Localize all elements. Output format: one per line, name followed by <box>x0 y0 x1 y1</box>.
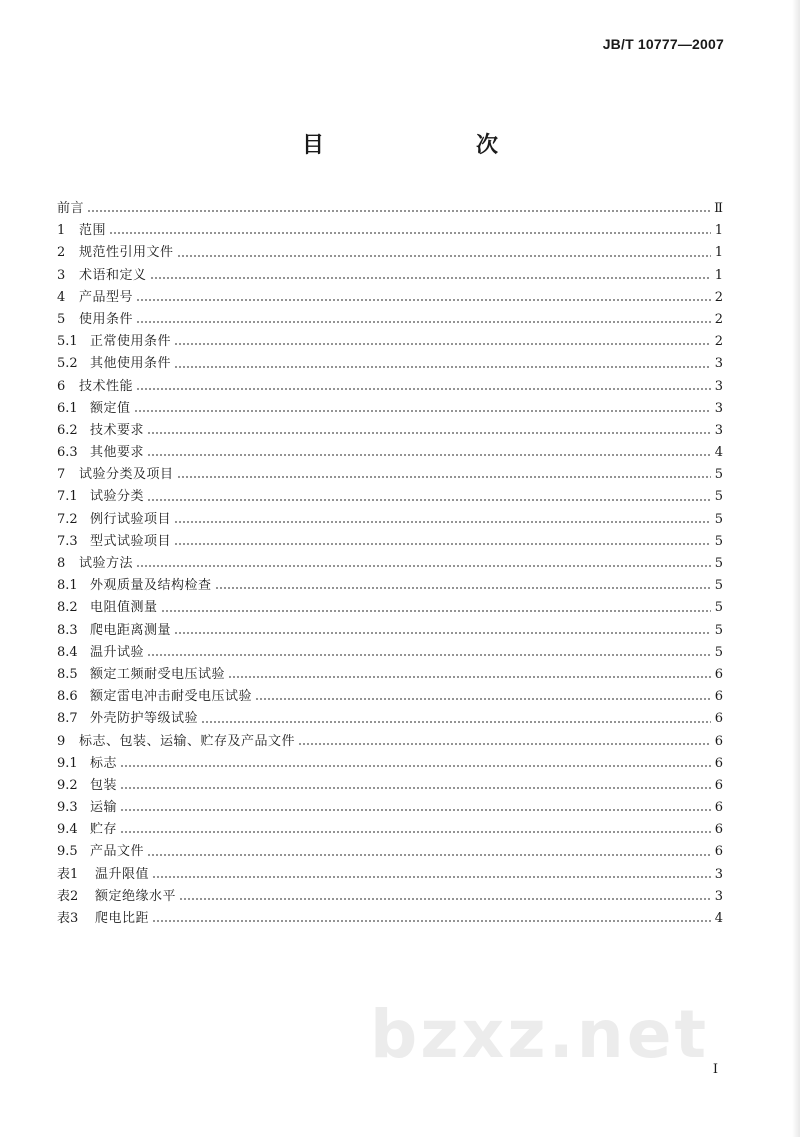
toc-entry-number: 6 <box>57 378 66 394</box>
toc-entry-label: 外壳防护等级试验 <box>90 711 199 727</box>
toc-entry-number: 8.1 <box>57 578 78 594</box>
toc-entry-page: 5 <box>714 600 723 616</box>
toc-entry[interactable] <box>57 775 723 797</box>
toc-entry-label: 术语和定义 <box>79 267 147 283</box>
toc-entry-label: 温升试验 <box>90 644 145 660</box>
toc-entry-page: 5 <box>714 556 723 571</box>
toc-entry-page: 5 <box>714 644 723 660</box>
toc-dot-leader <box>120 807 711 813</box>
toc-dot-leader <box>174 519 711 525</box>
toc-entry-label: 运输 <box>90 800 118 816</box>
toc-entry[interactable] <box>57 886 723 908</box>
toc-entry-label: 外观质量及结构检查 <box>90 578 212 594</box>
toc-entry-page: 6 <box>714 733 723 749</box>
toc-entry-page: 6 <box>714 822 723 838</box>
toc-entry-number: 8.6 <box>57 689 78 705</box>
toc-entry-number: 5 <box>57 311 66 327</box>
toc-dot-leader <box>215 585 711 591</box>
toc-dot-leader <box>136 297 711 303</box>
toc-entry[interactable] <box>57 420 723 442</box>
toc-dot-leader <box>134 408 711 414</box>
toc-entry-number: 6.3 <box>57 445 78 461</box>
toc-entry-label: 额定雷电冲击耐受电压试验 <box>90 689 253 705</box>
toc-entry-page: 3 <box>714 378 723 394</box>
toc-entry-number: 表1 <box>57 866 79 882</box>
toc-dot-leader <box>147 430 711 436</box>
toc-entry[interactable] <box>57 597 723 619</box>
toc-dot-leader <box>147 497 711 503</box>
toc-entry-label: 技术要求 <box>90 422 145 438</box>
toc-entry[interactable] <box>57 509 723 531</box>
toc-entry[interactable] <box>57 841 723 863</box>
toc-entry-label: 电阻值测量 <box>90 600 158 616</box>
toc-entry-label: 温升限值 <box>95 866 150 882</box>
toc-entry[interactable] <box>57 553 723 575</box>
toc-dot-leader <box>147 852 711 858</box>
page-edge-shadow <box>792 0 800 1137</box>
toc-dot-leader <box>228 674 711 680</box>
toc-entry-label: 额定值 <box>90 400 131 416</box>
toc-entry-page: 3 <box>714 866 723 882</box>
toc-entry-label: 产品文件 <box>90 844 145 860</box>
toc-entry-label: 型式试验项目 <box>90 533 172 549</box>
toc-entry-label: 使用条件 <box>79 311 134 327</box>
toc-entry[interactable] <box>57 398 723 420</box>
toc-entry-page: 6 <box>714 844 723 860</box>
toc-entry-label: 前言 <box>57 201 85 216</box>
toc-dot-leader <box>298 741 711 747</box>
page-title: 目 次 <box>301 132 534 158</box>
toc-entry-number: 9.3 <box>57 800 78 816</box>
toc-entry-number: 8.3 <box>57 622 78 638</box>
toc-entry[interactable] <box>57 686 723 708</box>
toc-entry-page: 5 <box>714 622 723 638</box>
toc-entry-page: 6 <box>714 755 723 771</box>
page-number: I <box>712 1062 718 1077</box>
toc-entry-label: 技术性能 <box>79 378 134 394</box>
toc-entry-label: 包装 <box>90 777 118 793</box>
toc-entry[interactable] <box>57 642 723 664</box>
toc-entry[interactable] <box>57 908 723 930</box>
toc-dot-leader <box>177 474 711 480</box>
toc-entry-page: 2 <box>714 311 723 327</box>
toc-entry-page: Ⅱ <box>714 201 723 216</box>
toc-entry-label: 爬电比距 <box>95 911 150 926</box>
toc-entry-label: 额定绝缘水平 <box>95 888 177 904</box>
toc-entry-label: 规范性引用文件 <box>79 245 174 261</box>
toc-entry[interactable] <box>57 376 723 398</box>
toc-entry-page: 4 <box>714 445 723 461</box>
toc-entry-page: 5 <box>714 578 723 594</box>
toc-entry-label: 试验分类及项目 <box>79 467 174 483</box>
toc-entry[interactable] <box>57 464 723 486</box>
toc-entry-page: 6 <box>714 711 723 727</box>
toc-entry[interactable] <box>57 242 723 264</box>
toc-dot-leader <box>152 918 711 924</box>
toc-entry-page: 1 <box>714 245 723 261</box>
toc-entry[interactable] <box>57 664 723 686</box>
toc-entry-page: 6 <box>714 777 723 793</box>
toc-entry-number: 8.2 <box>57 600 78 616</box>
toc-entry[interactable] <box>57 331 723 353</box>
toc-entry-number: 8.4 <box>57 644 78 660</box>
toc-entry[interactable] <box>57 819 723 841</box>
toc-entry-label: 其他使用条件 <box>90 356 172 372</box>
toc-entry-number: 9.5 <box>57 844 78 860</box>
toc-entry-number: 6.2 <box>57 422 78 438</box>
toc-entry-number: 表3 <box>57 911 79 926</box>
toc-dot-leader <box>174 630 711 636</box>
toc-entry-label: 标志、包装、运输、贮存及产品文件 <box>79 733 296 749</box>
toc-entry-label: 额定工频耐受电压试验 <box>90 666 226 682</box>
toc-entry-page: 6 <box>714 689 723 705</box>
toc-entry-page: 4 <box>714 911 723 926</box>
toc-entry-page: 3 <box>714 400 723 416</box>
toc-entry-label: 标志 <box>90 755 118 771</box>
toc-entry[interactable] <box>57 753 723 775</box>
toc-entry-page: 5 <box>714 511 723 527</box>
toc-entry[interactable] <box>57 731 723 753</box>
toc-entry[interactable] <box>57 575 723 597</box>
toc-entry-label: 爬电距离测量 <box>90 622 172 638</box>
toc-entry-number: 6.1 <box>57 400 78 416</box>
toc-entry[interactable] <box>57 797 723 819</box>
toc-entry-number: 9.1 <box>57 755 78 771</box>
toc-entry-page: 5 <box>714 467 723 483</box>
toc-entry-page: 5 <box>714 489 723 505</box>
toc-entry[interactable] <box>57 287 723 309</box>
toc-entry-label: 例行试验项目 <box>90 511 172 527</box>
toc-entry-number: 9 <box>57 733 66 749</box>
toc-entry[interactable] <box>57 486 723 508</box>
toc-dot-leader <box>120 763 711 769</box>
toc-entry-number: 4 <box>57 289 66 305</box>
toc-dot-leader <box>161 608 711 614</box>
toc-entry-label: 试验方法 <box>79 556 134 571</box>
toc-entry-number: 8.7 <box>57 711 78 727</box>
toc-entry-page: 1 <box>714 223 723 239</box>
toc-entry-number: 5.2 <box>57 356 78 372</box>
toc-entry-number: 7.1 <box>57 489 78 505</box>
toc-dot-leader <box>120 785 711 791</box>
toc-entry-number: 1 <box>57 223 66 239</box>
toc-entry[interactable] <box>57 198 723 220</box>
toc-entry-label: 正常使用条件 <box>90 334 172 350</box>
toc-dot-leader <box>179 896 711 902</box>
toc-entry-page: 2 <box>714 334 723 350</box>
toc-entry[interactable] <box>57 864 723 886</box>
toc-entry-page: 1 <box>714 267 723 283</box>
toc-entry-label: 其他要求 <box>90 445 145 461</box>
toc-entry[interactable] <box>57 442 723 464</box>
toc-entry-page: 5 <box>714 533 723 549</box>
toc-dot-leader <box>174 341 711 347</box>
toc-dot-leader <box>136 563 711 569</box>
toc-dot-leader <box>174 541 711 547</box>
standard-code: JB/T 10777—2007 <box>602 36 724 52</box>
toc-dot-leader <box>147 452 711 458</box>
toc-entry[interactable] <box>57 309 723 331</box>
toc-dot-leader <box>152 874 711 880</box>
toc-entry-number: 8.5 <box>57 666 78 682</box>
toc-entry-number: 9.4 <box>57 822 78 838</box>
toc-entry-page: 6 <box>714 800 723 816</box>
toc-entry-number: 5.1 <box>57 334 78 350</box>
toc-dot-leader <box>150 275 711 281</box>
toc-entry-page: 3 <box>714 356 723 372</box>
toc-entry[interactable] <box>57 220 723 242</box>
toc-entry[interactable] <box>57 708 723 730</box>
toc-entry-number: 8 <box>57 556 66 571</box>
toc-dot-leader <box>255 696 711 702</box>
toc-entry[interactable] <box>57 620 723 642</box>
toc-entry-page: 3 <box>714 888 723 904</box>
toc-entry[interactable] <box>57 531 723 553</box>
toc-entry-page: 6 <box>714 666 723 682</box>
toc-entry-number: 表2 <box>57 888 79 904</box>
toc-entry-number: 7.3 <box>57 533 78 549</box>
toc-dot-leader <box>174 364 711 370</box>
toc-entry-page: 3 <box>714 422 723 438</box>
toc-dot-leader <box>136 319 711 325</box>
toc-entry-number: 7.2 <box>57 511 78 527</box>
toc-entry-label: 试验分类 <box>90 489 145 505</box>
toc-dot-leader <box>136 386 711 392</box>
toc-entry-number: 2 <box>57 245 66 261</box>
toc-entry-page: 2 <box>714 289 723 305</box>
toc-entry[interactable] <box>57 353 723 375</box>
toc-entry-number: 3 <box>57 267 66 283</box>
toc-dot-leader <box>109 230 711 236</box>
toc-dot-leader <box>201 719 711 725</box>
toc-entry-number: 7 <box>57 467 66 483</box>
toc-dot-leader <box>120 829 711 835</box>
toc-entry-number: 9.2 <box>57 777 78 793</box>
toc-entry-label: 产品型号 <box>79 289 134 305</box>
table-of-contents <box>57 198 723 930</box>
toc-entry[interactable] <box>57 265 723 287</box>
toc-entry-label: 贮存 <box>90 822 118 838</box>
toc-entry-label: 范围 <box>79 223 107 239</box>
toc-dot-leader <box>87 208 711 214</box>
toc-dot-leader <box>177 253 711 259</box>
toc-dot-leader <box>147 652 711 658</box>
watermark: bzxz.net <box>370 996 710 1073</box>
